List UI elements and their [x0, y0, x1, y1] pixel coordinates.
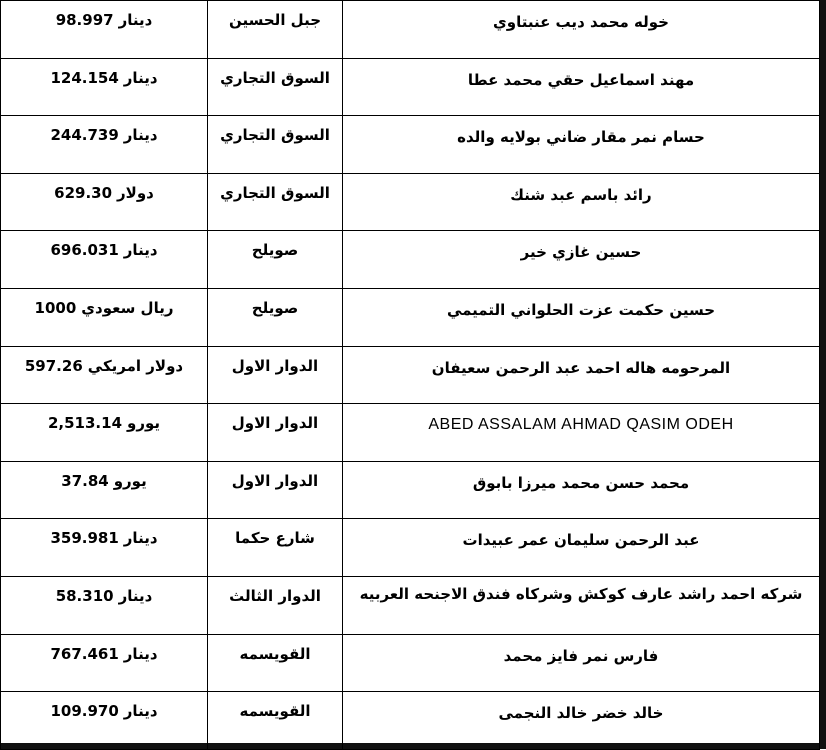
- amount-value: 124.154: [50, 68, 119, 87]
- table-row: [1, 116, 820, 174]
- amount-value: 58.310: [55, 586, 114, 605]
- currency-label: دينار: [123, 529, 158, 548]
- location-cell: جبل الحسين: [208, 1, 343, 59]
- amount-cell: [1, 1, 208, 59]
- currency-label: دينار: [118, 586, 153, 605]
- currency-label: دينار: [123, 644, 158, 663]
- amount-cell: [1, 519, 208, 577]
- amount-value: 1000: [34, 298, 77, 317]
- location-cell: صويلح: [208, 288, 343, 346]
- amount-value: 597.26: [24, 356, 83, 375]
- name-cell: حسين غازي خير: [343, 231, 820, 289]
- currency-label: دينار: [123, 68, 158, 87]
- currency-label: دينار: [123, 702, 158, 721]
- location-cell: الدوار الاول: [208, 346, 343, 404]
- table-row: [1, 692, 820, 750]
- name-cell: المرحومه هاله احمد عبد الرحمن سعيفان: [343, 346, 820, 404]
- location-cell: صويلح: [208, 231, 343, 289]
- location-cell: السوق التجاري: [208, 58, 343, 116]
- name-cell: خوله محمد ديب عنبتاوي: [343, 1, 820, 59]
- amount-value: 2,513.14: [47, 414, 123, 433]
- amount-value: 767.461: [50, 644, 119, 663]
- amount-cell: [1, 461, 208, 519]
- location-cell: السوق التجاري: [208, 116, 343, 174]
- amount-value: 696.031: [50, 241, 119, 260]
- name-cell: عبد الرحمن سليمان عمر عبيدات: [343, 519, 820, 577]
- amount-cell: [1, 116, 208, 174]
- amount-cell: [1, 58, 208, 116]
- table-row: [1, 173, 820, 231]
- name-cell: خالد خضر خالد النجمى: [343, 692, 820, 750]
- amount-value: 629.30: [54, 183, 113, 202]
- amount-value: 98.997: [55, 11, 114, 29]
- location-cell: السوق التجاري: [208, 173, 343, 231]
- currency-label: دولار: [117, 183, 154, 202]
- table-row: [1, 519, 820, 577]
- name-cell: فارس نمر فايز محمد: [343, 634, 820, 692]
- table-row: [1, 404, 820, 462]
- name-cell: ABED ASSALAM AHMAD QASIM ODEH: [343, 404, 820, 462]
- table-row: [1, 576, 820, 634]
- amount-value: 37.84: [61, 471, 109, 490]
- currency-label: يورو: [113, 471, 147, 490]
- location-cell: الدوار الثالث: [208, 576, 343, 634]
- amount-cell: [1, 231, 208, 289]
- table-row: [1, 231, 820, 289]
- amount-cell: [1, 404, 208, 462]
- currency-label: دينار: [118, 11, 153, 29]
- amount-value: 359.981: [50, 529, 119, 548]
- table-row: [1, 288, 820, 346]
- currency-label: دينار: [123, 241, 158, 260]
- records-table-body: [1, 1, 820, 750]
- location-cell: الدوار الاول: [208, 404, 343, 462]
- table-row: [1, 58, 820, 116]
- amount-value: 244.739: [50, 126, 119, 145]
- currency-label: يورو: [127, 414, 161, 433]
- location-cell: الدوار الاول: [208, 461, 343, 519]
- amount-value: 109.970: [50, 702, 119, 721]
- name-cell: حسام نمر مقار ضاني بولايه والده: [343, 116, 820, 174]
- currency-label: دولار امريكي: [87, 356, 184, 375]
- name-cell: حسين حكمت عزت الحلواني التميمي: [343, 288, 820, 346]
- currency-label: ريال سعودي: [81, 298, 174, 317]
- table-row: [1, 346, 820, 404]
- name-cell: شركه احمد راشد عارف كوكش وشركاه فندق الاجنحه العربيه: [343, 576, 820, 634]
- amount-cell: [1, 346, 208, 404]
- table-row: [1, 634, 820, 692]
- currency-label: دينار: [123, 126, 158, 145]
- amount-cell: [1, 576, 208, 634]
- amount-cell: [1, 634, 208, 692]
- location-cell: القويسمه: [208, 692, 343, 750]
- name-cell: مهند اسماعيل حقي محمد عطا: [343, 58, 820, 116]
- amount-cell: [1, 692, 208, 750]
- location-cell: القويسمه: [208, 634, 343, 692]
- amount-cell: [1, 173, 208, 231]
- location-cell: شارع حكما: [208, 519, 343, 577]
- name-cell: محمد حسن محمد ميرزا بابوق: [343, 461, 820, 519]
- table-row: [1, 1, 820, 59]
- name-cell: رائد باسم عبد شنك: [343, 173, 820, 231]
- table-row: [1, 461, 820, 519]
- amount-cell: [1, 288, 208, 346]
